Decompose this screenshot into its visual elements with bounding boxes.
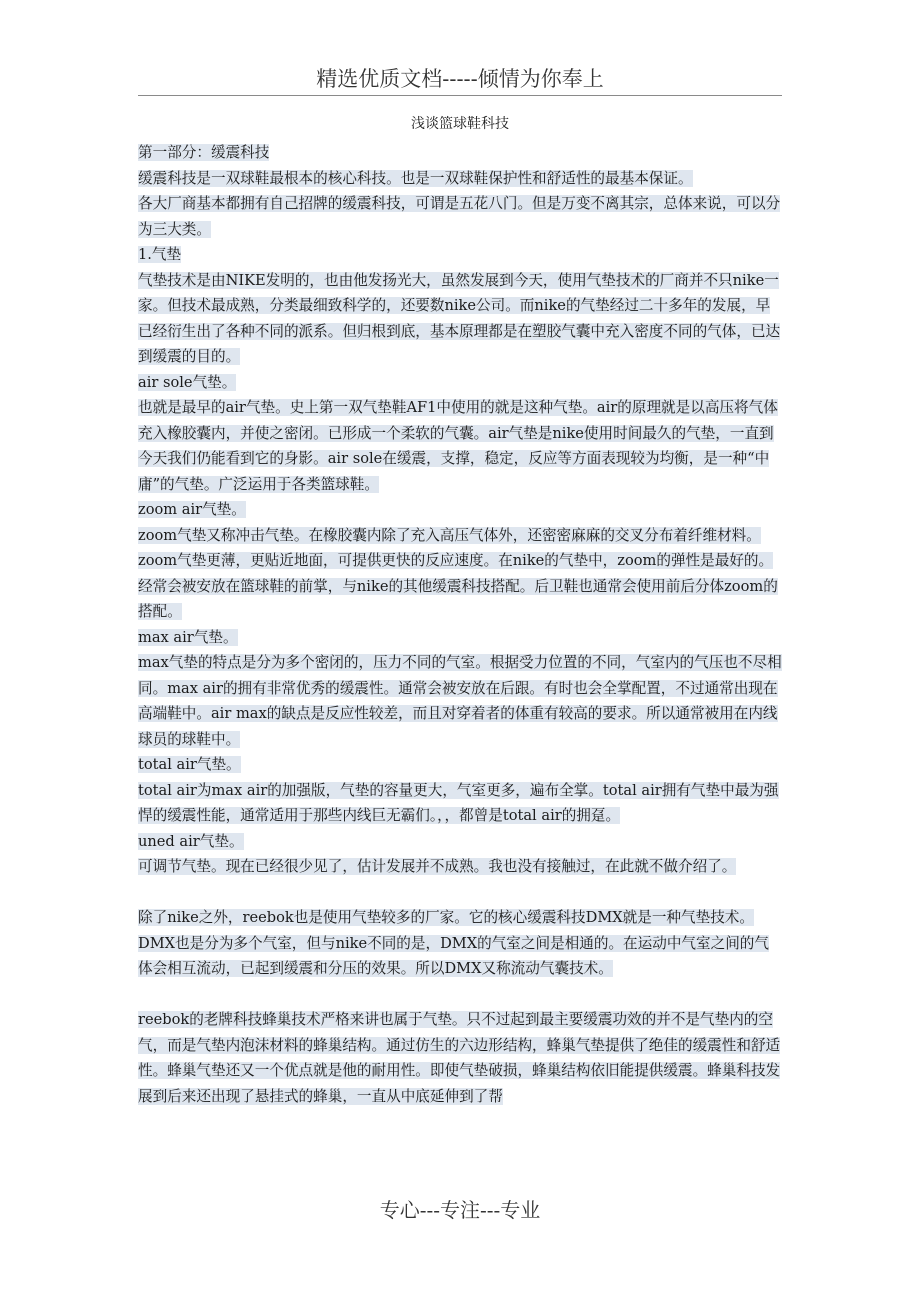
paragraph-text: total air气垫。 — [138, 756, 241, 773]
item-heading — [138, 752, 782, 778]
paragraph — [138, 931, 782, 982]
item-heading — [138, 497, 782, 523]
paragraph-text: max air气垫。 — [138, 628, 238, 646]
paragraph-text: 1.气垫 — [138, 246, 182, 263]
paragraph — [138, 166, 782, 192]
document-body — [138, 140, 782, 1109]
blank-line — [138, 880, 782, 906]
paragraph-text: zoom air气垫。 — [138, 501, 246, 518]
item-heading — [138, 829, 782, 855]
paragraph — [138, 191, 782, 242]
paragraph-text: 除了nike之外，reebok也是使用气垫较多的厂家。它的核心缓震科技DMX就是一种气垫技术。 — [138, 909, 754, 926]
blank-line — [138, 982, 782, 1008]
subsection-heading — [138, 242, 782, 268]
paragraph — [138, 1007, 782, 1109]
paragraph-text: max气垫的特点是分为多个密闭的，压力不同的气室。根据受力位置的不同，气室内的气压也不尽相同。max air的拥有非常优秀的缓震性。通常会被安放在后跟。有时也会全掌配置，不过通常出现在高端鞋中。air max的缺点是反应性较差，而且对穿着者的体重有较高的要求。所以通常被用在内线球员的球鞋中。 — [138, 654, 782, 748]
paragraph — [138, 854, 782, 880]
paragraph-text: reebok的老牌科技蜂巢技术严格来讲也属于气垫。只不过起到最主要缓震功效的并不是气垫内的空气，而是气垫内泡沫材料的蜂巢结构。通过仿生的六边形结构，蜂巢气垫提供了绝佳的缓震性和舒适性。蜂巢气垫还又一个优点就是他的耐用性。即使气垫破损，蜂巢结构依旧能提供缓震。蜂巢科技发展到后来还出现了悬挂式的蜂巢，一直从中底延伸到了帮 — [138, 1011, 781, 1105]
document-title: 浅谈篮球鞋科技 — [411, 116, 509, 132]
page-footer: 专心---专注---专业 — [379, 1198, 541, 1222]
paragraph — [138, 905, 782, 931]
paragraph — [138, 650, 782, 752]
paragraph — [138, 778, 782, 829]
page-header: 精选优质文档-----倾情为你奉上 — [316, 67, 604, 91]
paragraph-text: DMX也是分为多个气室，但与nike不同的是，DMX的气室之间是相通的。在运动中气室之间的气体会相互流动，已起到缓震和分压的效果。所以DMX又称流动气囊技术。 — [138, 934, 769, 977]
paragraph — [138, 523, 782, 625]
paragraph-text: 可调节气垫。现在已经很少见了，估计发展并不成熟。我也没有接触过，在此就不做介绍了。 — [138, 858, 737, 875]
paragraph-text: air sole气垫。 — [138, 373, 237, 391]
paragraph-text: 气垫技术是由NIKE发明的，也由他发扬光大，虽然发展到今天，使用气垫技术的厂商并不只nike一家。但技术最成熟，分类最细致科学的，还要数nike公司。而nike的气垫经过二十多年的发展，早已经衍生出了各种不同的派系。但归根到底，基本原理都是在塑胶气囊中充入密度不同的气体，已达到缓震的目的。 — [138, 271, 781, 365]
paragraph — [138, 395, 782, 497]
section-heading — [138, 140, 782, 166]
paragraph-text: 各大厂商基本都拥有自己招牌的缓震科技，可谓是五花八门。但是万变不离其宗，总体来说，可以分为三大类。 — [138, 195, 781, 238]
paragraph — [138, 268, 782, 370]
paragraph-text: uned air气垫。 — [138, 832, 244, 850]
paragraph-text: 缓震科技是一双球鞋最根本的核心科技。也是一双球鞋保护性和舒适性的最基本保证。 — [138, 169, 693, 187]
paragraph-text: 也就是最早的air气垫。史上第一双气垫鞋AF1中使用的就是这种气垫。air的原理就是以高压将气体充入橡胶囊内，并使之密闭。已形成一个柔软的气囊。air气垫是nike使用时间最久的气垫，一直到今天我们仍能看到它的身影。air sole在缓震，支撑，稳定，反应等方面表现较为均衡，是一种“中庸”的气垫。广泛运用于各类篮球鞋。 — [138, 399, 778, 493]
item-heading — [138, 370, 782, 396]
header-divider — [138, 95, 782, 96]
item-heading — [138, 625, 782, 651]
paragraph-text: 第一部分：缓震科技 — [138, 144, 270, 161]
paragraph-text: total air为max air的加强版，气垫的容量更大，气室更多，遍布全掌。total air拥有气垫中最为强悍的缓震性能，通常适用于那些内线巨无霸们。，，都曾是total air的拥趸。 — [138, 781, 779, 824]
paragraph-text: zoom气垫又称冲击气垫。在橡胶囊内除了充入高压气体外，还密密麻麻的交叉分布着纤维材料。zoom气垫更薄，更贴近地面，可提供更快的反应速度。在nike的气垫中，zoom的弹性是最好的。经常会被安放在篮球鞋的前掌，与nike的其他缓震科技搭配。后卫鞋也通常会使用前后分体zoom的搭配。 — [138, 526, 778, 620]
